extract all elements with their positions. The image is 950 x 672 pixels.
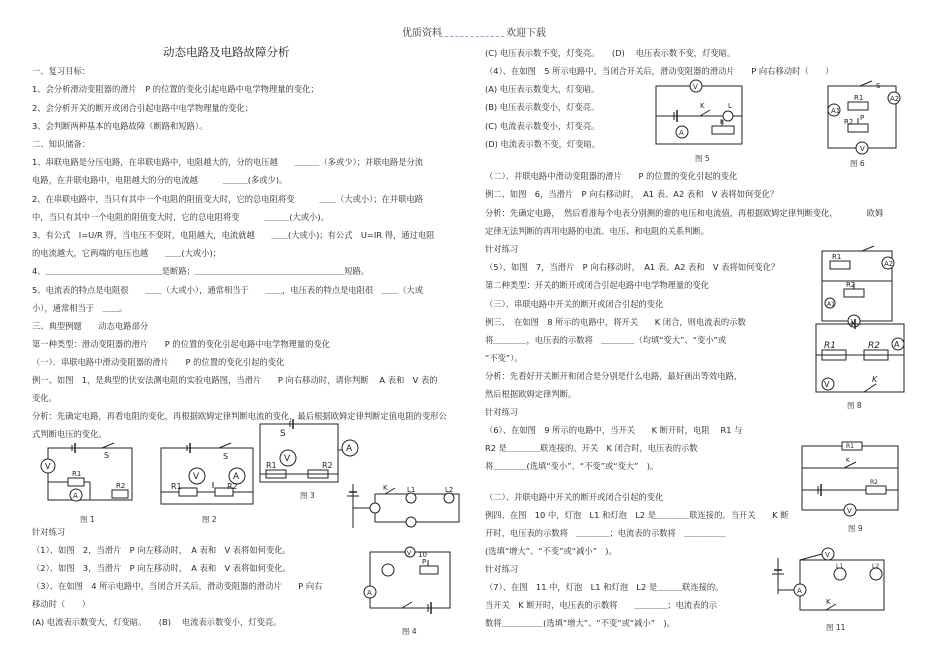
text-line: (D) 电流表示数不变，灯变暗。: [485, 139, 601, 149]
fig4-a-label: A: [367, 589, 372, 597]
header-right: 欢迎下载: [506, 28, 546, 39]
fig3-v-label: V: [284, 454, 291, 464]
text-line: 例二、如图 6，当滑片 P 向右移动时， A1 表、A2 表和 V 表将如何变化？: [485, 189, 779, 199]
fig6-r1-label: R1: [854, 94, 864, 102]
fig4-v-label: V: [407, 550, 412, 557]
figure-9-circuit: [798, 440, 904, 518]
figure-1-circuit: [40, 440, 140, 510]
figure-4-circuit-lower: [358, 548, 458, 618]
text-line: （4）、在如图 5 所示电路中，当闭合开关后，滑动变阻器的滑动片 P 向右移动时（ ）: [485, 66, 834, 76]
fig9-r2-label: R2: [870, 479, 878, 486]
text-line: 例三、 在如图 8 所示的电路中，将开关 K 闭合，则电流表的示数: [485, 317, 746, 327]
text-line: 小），通常相当于 ＿＿。: [32, 303, 128, 313]
text-line: 数将＿＿＿＿＿(选填“增大”、“不变”或“减小” )。: [485, 618, 675, 628]
text-line: （一）．串联电路中滑动变阻器的滑片 P 的位置的变化引起的变化: [32, 357, 285, 367]
text-line: 分析：先看好开关断开和闭合是分别是什么电路，最好画出等效电路，: [485, 371, 743, 381]
text-line: 3、有公式 I=U/R 得，当电压不变时，电阻越大，电流就越 ＿＿(大或小)；有公式 U=IR 得，通过电阻: [32, 230, 435, 240]
fig6-a2-label: A2: [890, 95, 900, 103]
text-line: 开时，电压表的示数将 ＿＿＿＿；电流表的示数将 ＿＿＿＿＿: [485, 528, 726, 538]
fig5-r-label: R: [720, 119, 725, 126]
fig7-r2-label: R2: [846, 281, 856, 289]
text-line: 2、会分析开关的断开或闭合引起电路中电学物理量的变化；: [32, 103, 253, 113]
fig4-p-label: P: [422, 558, 427, 566]
fig7-a2-label: A2: [884, 260, 894, 268]
text-line: (A) 电流表示数变大，灯变暗。 (B) 电流表示数变小，灯变亮。: [32, 617, 282, 627]
text-line: 式判断电压的变化。: [32, 429, 107, 439]
text-line: 然后根据欧姆定律判断。: [485, 389, 577, 399]
text-line: 针对练习: [485, 407, 519, 417]
fig1-v-label: V: [45, 462, 51, 471]
fig11-a-label: A: [797, 587, 802, 595]
fig7-v-label: V: [851, 318, 856, 326]
figure-5-circuit: [650, 80, 750, 152]
fig8-r2-label: R2: [868, 341, 880, 351]
figure-9-caption: 图 9: [848, 524, 863, 533]
text-line: （1）、如图 2，当滑片 P 向左移动时， A 表和 V 表将如何变化。: [32, 545, 291, 555]
fig3-s-label: S: [280, 429, 286, 439]
fig5-a-label: A: [679, 129, 684, 137]
text-line: 将＿＿＿＿，电压表的示数将 ＿＿＿＿（均填“变大”、“变小”或: [485, 335, 727, 345]
figure-5-caption: 图 5: [695, 154, 710, 163]
fig11-l1-label: L1: [836, 563, 844, 570]
fig3-r2-label: R2: [322, 461, 333, 470]
fig4-k-label: K: [383, 484, 388, 492]
figure-2-circuit: [157, 442, 257, 510]
practice-label-left: 针对练习: [32, 527, 66, 537]
fig4-l1-label: L1: [407, 486, 416, 494]
fig3-r1-label: R1: [266, 461, 277, 470]
fig6-v-label: V: [860, 145, 865, 153]
figure-2-caption: 图 2: [202, 515, 217, 524]
text-line: （7）、在图 11 中，灯泡 L1 和灯泡 L2 是＿＿＿联连接的。: [485, 582, 724, 592]
figure-11-circuit: [770, 548, 895, 620]
fig2-r1-label: R1: [171, 482, 182, 491]
text-line: 变化。: [32, 393, 57, 403]
text-line: R2 是＿＿＿＿联连接的。开关 K 闭合时，电压表的示数: [485, 443, 698, 453]
fig2-s-label: S: [223, 452, 229, 461]
header-left: 优质资料: [402, 28, 442, 39]
text-line: （6）、在如图 9 所示的电路中，当开关 K 断开时，电阻 R1 与: [485, 425, 743, 435]
figure-8-caption: 图 8: [847, 401, 862, 410]
text-line: 分析：先确定电路，再看电阻的变化，再根据欧姆定律判断电流的变化，最后根据欧姆定律判断定值电阻的变形公: [32, 411, 447, 421]
fig1-r1-label: R1: [72, 470, 82, 478]
fig9-k-label: K: [846, 457, 850, 464]
text-line: (选填“增大”、“不变”或“减小” )。: [485, 546, 617, 556]
text-line: 移动时（ ）: [32, 599, 91, 609]
figure-1-caption: 图 1: [80, 515, 95, 524]
fig8-k-label: K: [872, 375, 878, 384]
text-line: 第一种类型：滑动变阻器的滑片 P 的位置的变化引起电路中电学物理量的变化: [32, 339, 331, 349]
text-line: 3、会判断两种基本的电路故障（断路和短路）。: [32, 121, 208, 131]
fig11-l2-label: L2: [872, 563, 880, 570]
fig6-s-label: S: [876, 82, 881, 90]
text-line: 1、串联电路是分压电路，在串联电路中，电阻越大的，分的电压越 ＿＿＿（多或少）；并联电路是分流: [32, 157, 424, 167]
text-line: “不变”）。: [485, 353, 523, 363]
text-line: （二）、并联电路中滑动变阻器的滑片 P 的位置的变化引起的变化: [485, 171, 738, 181]
fig5-l-label: L: [728, 102, 732, 110]
text-line: (A) 电压表示数变大，灯变暗。: [485, 84, 600, 94]
text-line: （2）、如图 3，当滑片 P 向左移动时， A 表和 V 表将如何变化。: [32, 563, 291, 573]
text-line: 的电流越大，它两端的电压也越 ＿＿(大或小)；: [32, 248, 222, 258]
text-line: 2、在串联电路中，当只有其中一个电阻的阻值变大时，它的总电阻将变 ＿＿（大或小）；在并联电路: [32, 194, 424, 204]
fig7-a1-label: A1: [827, 301, 835, 308]
figure-8-circuit: [812, 318, 912, 404]
text-line: （三）、串联电路中开关的断开或闭合引起的变化: [485, 299, 664, 309]
fig1-r2-label: R2: [116, 482, 126, 490]
fig5-k-label: K: [700, 102, 705, 110]
fig5-v-label: V: [693, 83, 698, 91]
fig6-p-label: P: [860, 114, 865, 122]
text-line: 一、复习目标：: [32, 66, 91, 76]
text-line: (C) 电流表示数变小，灯变亮。: [485, 121, 600, 131]
text-line: 将＿＿＿＿(选填“变小”、“不变”或“变大” )。: [485, 461, 659, 471]
text-line: 针对练习: [485, 244, 519, 254]
text-line: （5）、如图 7，当滑片 P 向右移动时， A1 表、A2 表和 V 表将如何变化？: [485, 262, 780, 272]
text-line: 定律无法判断的再用电路的电流、电压、和电阻的关系判断。: [485, 226, 710, 236]
page-title: 动态电路及电路故障分析: [163, 45, 290, 59]
header-dashline: [440, 36, 504, 37]
text-line: 当开关 K 断开时，电压表的示数将 ＿＿＿＿；电流表的示: [485, 600, 718, 610]
text-line: 5、电流表的特点是电阻很 ＿＿（大或小），通常相当于 ＿＿，电压表的特点是电阻很 ＿＿（大或: [32, 285, 424, 295]
text-line: 4、＿＿＿＿＿＿＿＿＿＿＿＿＿＿是断路；＿＿＿＿＿＿＿＿＿＿＿＿＿＿＿＿＿＿短路。: [32, 266, 370, 276]
text-line: 例四、在图 10 中，灯泡 L1 和灯泡 L2 是＿＿＿＿联连接的。当开关 K 断: [485, 510, 789, 520]
text-line: 三、典型例题 动态电路部分: [32, 321, 149, 331]
text-line: 二、知识储备：: [32, 139, 91, 149]
fig1-a-label: A: [73, 492, 78, 500]
fig9-r1-label: R1: [846, 443, 854, 450]
text-line: 中，当只有其中一个电阻的阻值变大时，它的总电阻将变 ＿＿＿(大或小)。: [32, 212, 329, 222]
fig11-v-label: V: [825, 551, 830, 559]
fig6-a1-label: A1: [831, 107, 841, 115]
fig4-l2-label: L2: [445, 486, 454, 494]
fig1-s-label: S: [104, 451, 110, 460]
text-line: 例一、如图 1，是典型的伏安法测电阻的实验电路图，当滑片 P 向右移动时，请你判断 A 表和 V 表的: [32, 375, 438, 385]
text-line: 针对练习: [485, 564, 519, 574]
figure-6-caption: 图 6: [850, 159, 865, 168]
fig2-a-label: A: [233, 472, 240, 482]
fig7-r1-label: R1: [832, 253, 842, 261]
fig6-r2-label: R2: [844, 118, 854, 126]
text-line: 电路，在并联电路中，电阻越大的分的电流越 ＿＿＿(多或少)。: [32, 175, 288, 185]
figure-11-caption: 图 11: [826, 623, 846, 632]
fig9-v-label: V: [847, 507, 852, 515]
fig11-k-label: K: [826, 598, 831, 606]
fig2-r2-label: R2: [227, 482, 238, 491]
fig10-label: 10: [418, 551, 427, 559]
figure-4-caption: 图 4: [402, 627, 417, 636]
fig2-v-label: V: [193, 472, 200, 482]
text-line: 分析：先确定电路， 然后看准每个电表分别测的谁的电压和电流值，再根据欧姆定律判断变化， 欧姆: [485, 208, 884, 218]
text-line: （3）、在如图 4 所示电路中，当闭合开关后，滑动变阻器的滑动片 P 向右: [32, 581, 323, 591]
figure-6-circuit: [820, 80, 905, 156]
fig3-a-label: A: [346, 444, 353, 454]
text-line: 1、会分析滑动变阻器的滑片 P 的位置的变化引起电路中电学物理量的变化；: [32, 84, 319, 94]
figure-3-caption: 图 3: [300, 491, 315, 500]
text-line: 第二种类型：开关的断开或闭合引起电路中电学物理量的变化: [485, 280, 710, 290]
text-line: (C) 电压表示数不变，灯变亮。 (D) 电压表示数不变，灯变暗。: [485, 48, 736, 58]
text-line: （二）、并联电路中开关的断开或闭合引起的变化: [485, 492, 664, 502]
figure-4-circuit-upper: [345, 478, 465, 534]
fig8-v-label: V: [824, 380, 830, 389]
fig8-a-label: A: [894, 340, 900, 349]
text-line: (B) 电压表示数变小，灯变亮。: [485, 102, 600, 112]
fig8-r1-label: R1: [824, 341, 836, 351]
